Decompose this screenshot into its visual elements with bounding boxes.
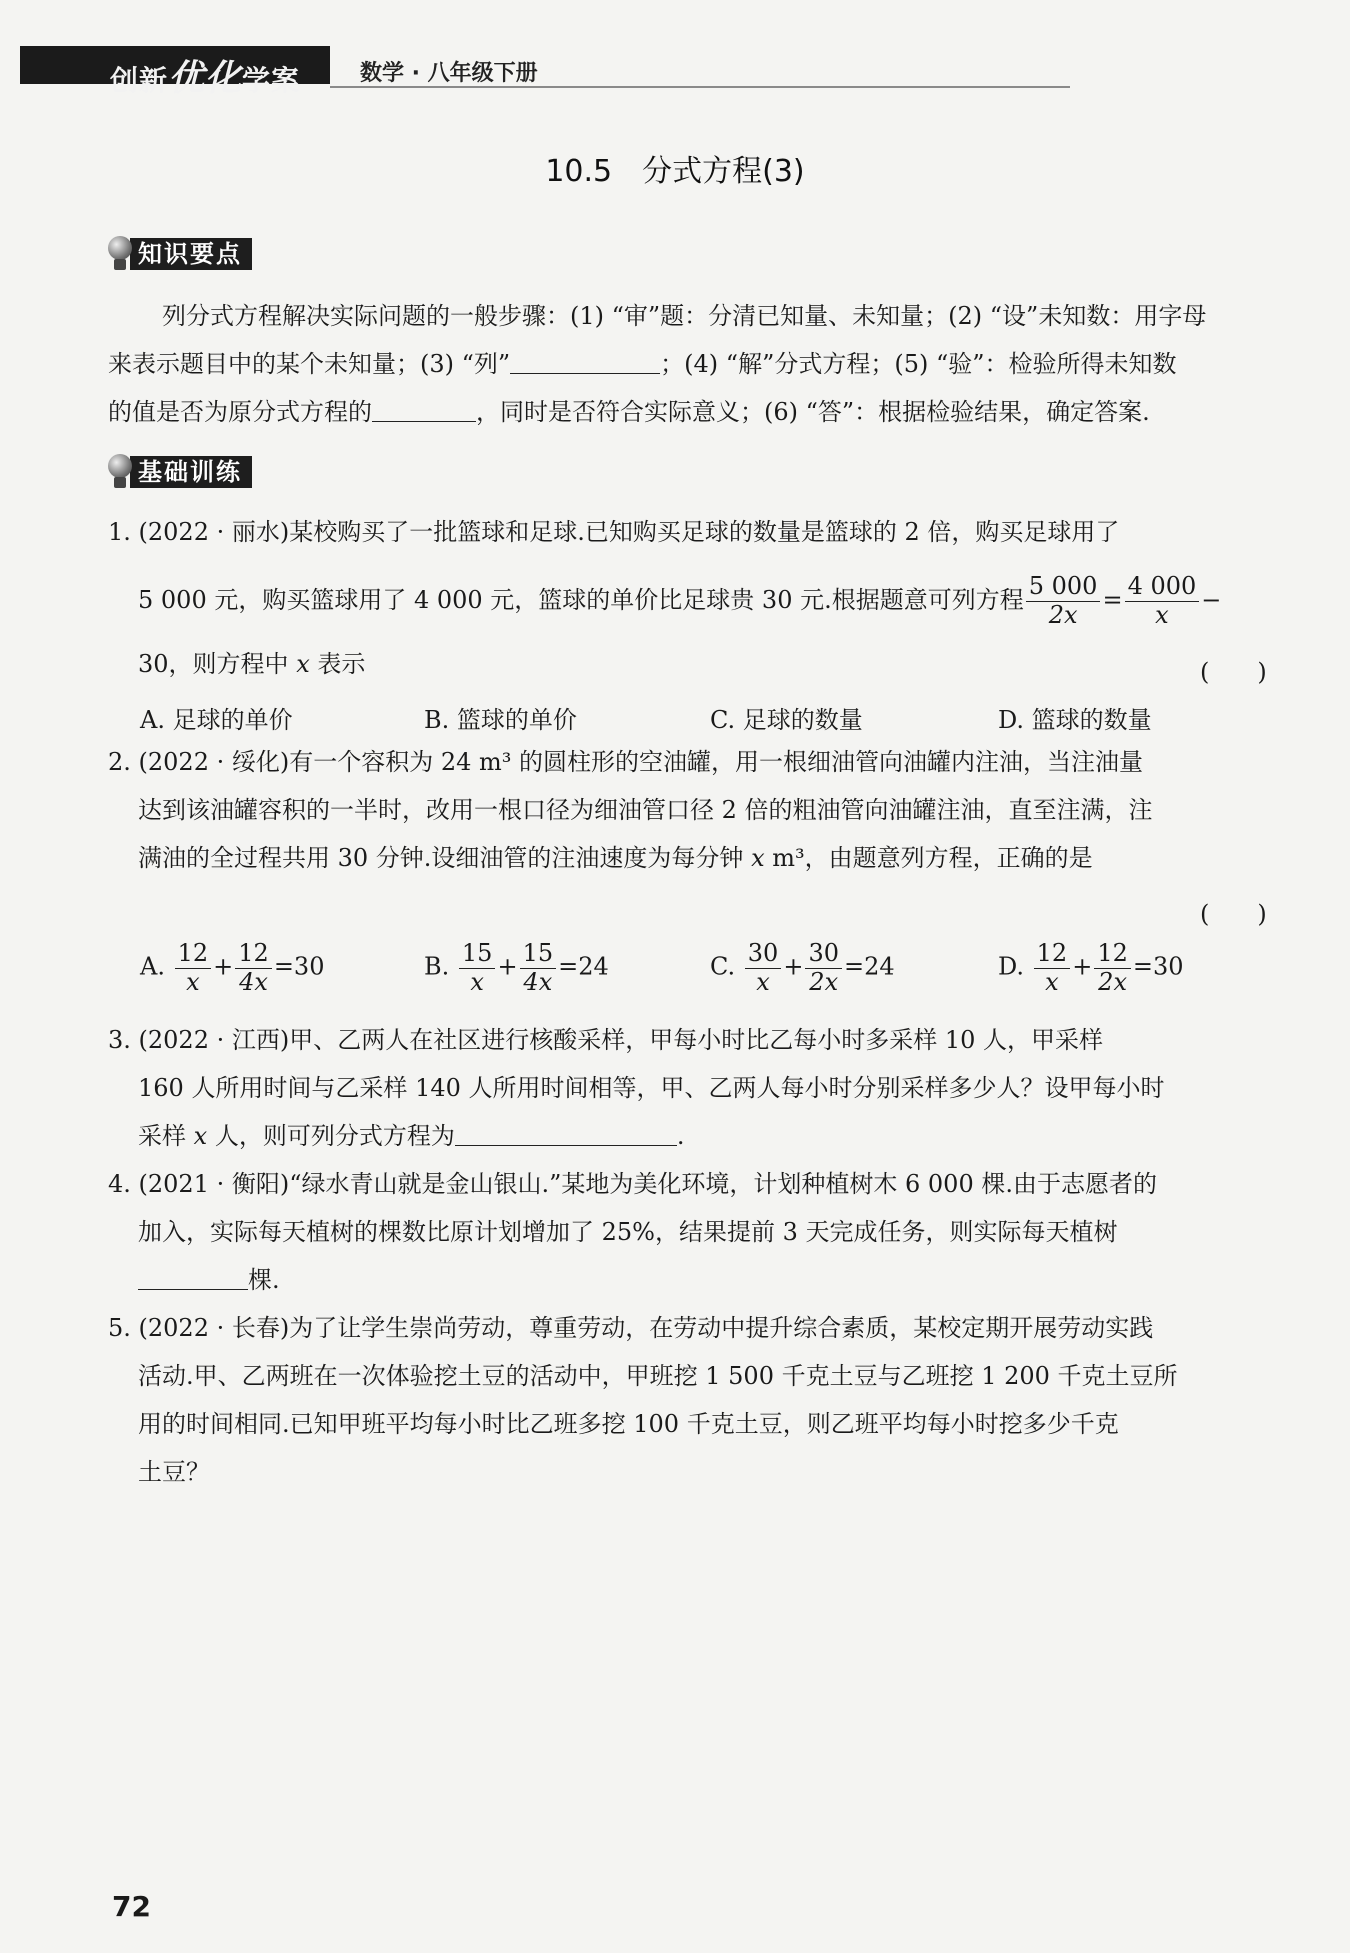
q2-line-2: 达到该油罐容积的一半时，改用一根口径为细油管口径 2 倍的粗油管向油罐注油，直至注满，注 — [138, 796, 1153, 824]
q5-line-4: 土豆？ — [138, 1458, 210, 1486]
brand-logo: 创新优化学案 — [110, 58, 301, 99]
page-title: 10.5 分式方程(3) — [545, 154, 805, 189]
q2-option-a[interactable]: A. $\frac{12}{x}$ + $\frac{12}{4x}$ =30 — [140, 939, 325, 996]
q5-line-3: 用的时间相同.已知甲班平均每小时比乙班多挖 100 千克土豆，则乙班平均每小时挖多少千克 — [138, 1410, 1119, 1438]
q4-line-2: 加入，实际每天植树的棵数比原计划增加了 25%，结果提前 3 天完成任务，则实际每天植树 — [138, 1218, 1118, 1246]
q1-option-d[interactable]: D. 篮球的数量 — [998, 706, 1152, 734]
q2-option-d[interactable]: D. $\frac{12}{x}$ + $\frac{12}{2x}$ =30 — [998, 939, 1184, 996]
q2-answer-paren[interactable]: ( ) — [1200, 900, 1267, 928]
page-number: 72 — [112, 1890, 151, 1923]
q4-line-1: 4. (2021 · 衡阳)“绿水青山就是金山银山.”某地为美化环境，计划种植树木 6 000 棵.由于志愿者的 — [108, 1170, 1157, 1198]
q1-option-a[interactable]: A. 足球的单价 — [140, 706, 293, 734]
q3-line-1: 3. (2022 · 江西)甲、乙两人在社区进行核酸采样，甲每小时比乙每小时多采样 10 人，甲采样 — [108, 1026, 1104, 1054]
q1-line-1: 1. (2022 · 丽水)某校购买了一批篮球和足球.已知购买足球的数量是篮球的 2 倍，购买足球用了 — [108, 518, 1120, 546]
subject-label: 数学 · 八年级下册 — [360, 61, 538, 86]
fraction: $\frac{4 000}{x}$ — [1125, 573, 1200, 629]
q1-option-c[interactable]: C. 足球的数量 — [710, 706, 863, 734]
q3-line-3: 采样 x 人，则可列分式方程为 . — [138, 1112, 684, 1160]
knowledge-line-1: 列分式方程解决实际问题的一般步骤：(1) “审”题：分清已知量、未知量；(2) “设”未知数：用字母 — [162, 302, 1207, 330]
lightbulb-icon — [106, 236, 134, 272]
fraction: $\frac{5 000}{2x}$ — [1026, 573, 1101, 629]
section-tag-knowledge: 知识要点 — [106, 236, 252, 272]
q5-line-1: 5. (2022 · 长春)为了让学生崇尚劳动，尊重劳动，在劳动中提升综合素质，某校定期开展劳动实践 — [108, 1314, 1154, 1342]
q4-line-3: 棵. — [138, 1256, 280, 1304]
lightbulb-icon — [106, 454, 134, 490]
answer-blank[interactable] — [455, 1115, 677, 1146]
q1-line-2: 5 000 元，购买篮球用了 4 000 元，篮球的单价比足球贵 30 元.根据题意可列方程 $\frac{5 000}{2x}$ = $\frac{4 000}{x}$ − — [138, 572, 1222, 629]
answer-blank[interactable] — [138, 1259, 248, 1290]
q2-line-1: 2. (2022 · 绥化)有一个容积为 24 m³ 的圆柱形的空油罐，用一根细油管向油罐内注油，当注油量 — [108, 748, 1144, 776]
knowledge-line-3: 的值是否为原分式方程的 ，同时是否符合实际意义；(6) “答”：根据检验结果，确定答案. — [108, 388, 1150, 436]
q1-answer-paren[interactable]: ( ) — [1200, 658, 1267, 686]
q2-line-3: 满油的全过程共用 30 分钟.设细油管的注油速度为每分钟 x m³，由题意列方程，正确的是 — [138, 844, 1093, 872]
answer-blank[interactable] — [372, 391, 476, 422]
q2-option-c[interactable]: C. $\frac{30}{x}$ + $\frac{30}{2x}$ =24 — [710, 939, 895, 996]
q3-line-2: 160 人所用时间与乙采样 140 人所用时间相等，甲、乙两人每小时分别采样多少人？设甲每小时 — [138, 1074, 1165, 1102]
header-rule — [330, 86, 1070, 88]
q1-option-b[interactable]: B. 篮球的单价 — [424, 706, 577, 734]
q1-line-3: 30，则方程中 x 表示 — [138, 650, 366, 678]
knowledge-line-2: 来表示题目中的某个未知量；(3) “列” ；(4) “解”分式方程；(5) “验”：检验所得未知数 — [108, 340, 1177, 388]
answer-blank[interactable] — [510, 343, 660, 374]
q5-line-2: 活动.甲、乙两班在一次体验挖土豆的活动中，甲班挖 1 500 千克土豆与乙班挖 1 200 千克土豆所 — [138, 1362, 1178, 1390]
section-tag-practice: 基础训练 — [106, 454, 252, 490]
q2-option-b[interactable]: B. $\frac{15}{x}$ + $\frac{15}{4x}$ =24 — [424, 939, 609, 996]
